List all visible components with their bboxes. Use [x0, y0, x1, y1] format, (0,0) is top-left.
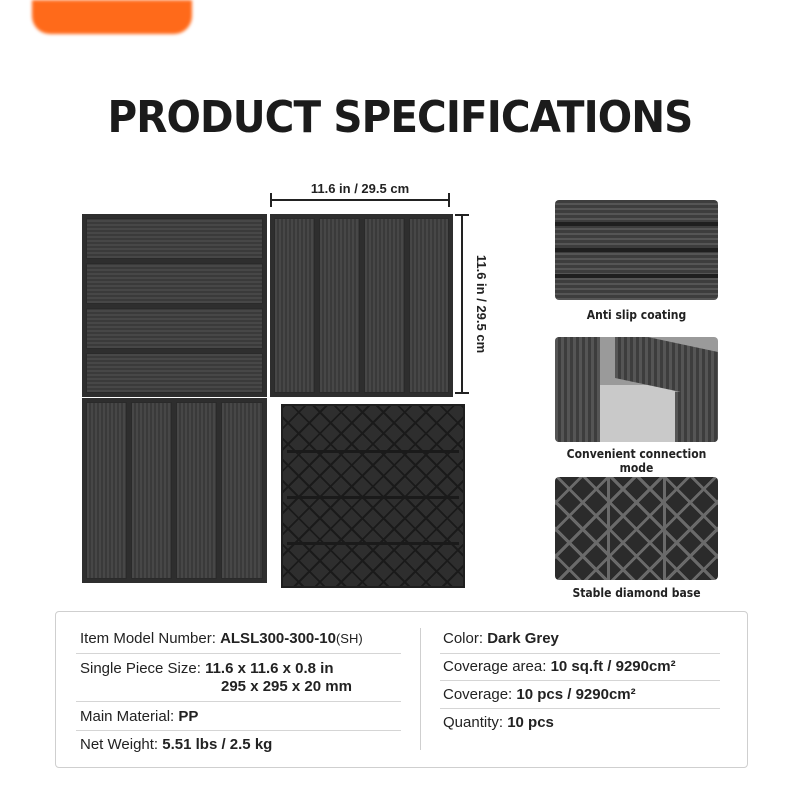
spec-coverage-area: Coverage area: 10 sq.ft / 9290cm² [443, 658, 676, 675]
diamond-grid-base-icon [555, 477, 718, 580]
tile-diamond-base [281, 404, 465, 588]
spec-panel [55, 611, 748, 768]
height-dimension-label: 11.6 in / 29.5 cm [474, 254, 489, 354]
tile-vertical-slats-bottom [82, 398, 267, 583]
feature-caption-anti-slip: Anti slip coating [586, 308, 687, 322]
feature-caption-diamond-base: Stable diamond base [572, 586, 701, 600]
tile-vertical-slats-top [270, 214, 453, 397]
spec-weight: Net Weight: 5.51 lbs / 2.5 kg [80, 736, 273, 753]
spec-quantity: Quantity: 10 pcs [443, 714, 554, 731]
spec-coverage: Coverage: 10 pcs / 9290cm² [443, 686, 636, 703]
tile-horizontal-slats [82, 214, 267, 397]
width-dimension [270, 183, 450, 205]
spec-size-metric: 295 x 295 x 20 mm [221, 678, 352, 695]
spec-size: Single Piece Size: 11.6 x 11.6 x 0.8 in [80, 660, 334, 677]
width-dimension-label: 11.6 in / 29.5 cm [310, 181, 410, 196]
anti-slip-texture-icon [555, 200, 718, 300]
feature-caption-connection: Convenient connection mode [566, 447, 707, 475]
spec-color: Color: Dark Grey [443, 630, 559, 647]
spec-material: Main Material: PP [80, 708, 199, 725]
height-dimension [455, 214, 489, 394]
interlocking-tiles-icon [555, 337, 718, 442]
page-title: PRODUCT SPECIFICATIONS [107, 92, 693, 143]
spec-model: Item Model Number: ALSL300-300-10(SH) [80, 630, 363, 647]
brand-logo-blob [32, 0, 192, 34]
